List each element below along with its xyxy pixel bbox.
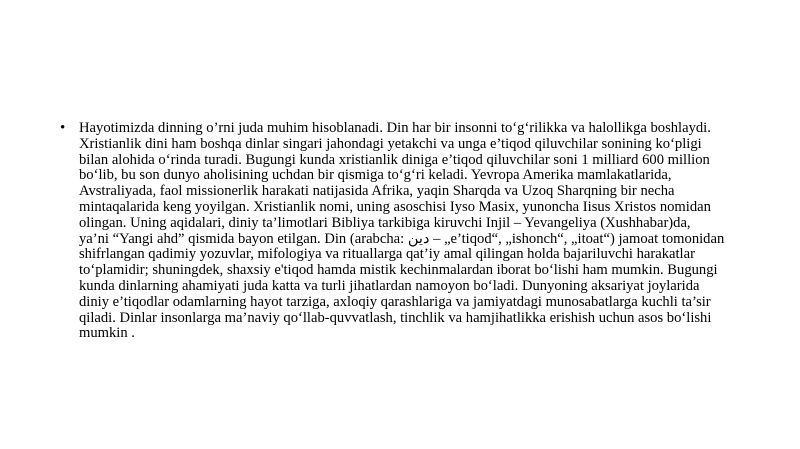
text-line: mintaqalarida keng yoyilgan. Xristianlik nomi, uning asoschisi Iyso Masix, yunoncha Iisus Xristos nomidan xyxy=(79,198,711,215)
paragraph xyxy=(79,121,760,342)
bullet-item xyxy=(60,121,760,342)
text-line: mumkin . xyxy=(79,325,135,342)
text-line: olingan. Uning aqidalari, diniy ta’limotlari Bibliya tarkibiga kiruvchi Injil – Yevangeliya (Xushhabar)da, xyxy=(79,214,691,231)
text-line: bilan alohida o‘rinda turadi. Bugungi kunda xristianlik diniga e’tiqod qiluvchilar soni 1 milliard 600 million xyxy=(79,151,710,168)
text-line: qiladi. Dinlar insonlarga ma’naviy qo‘llab-quvvatlash, tinchlik va hamjihatlikka erishish uchun asos bo‘lishi xyxy=(79,309,712,326)
text-line: bo‘lib, bu son dunyo aholisining uchdan bir qismiga to‘g‘ri keladi. Yevropa Amerika mamlakatlarida, xyxy=(79,167,672,184)
text-line: Hayotimizda dinning o’rni juda muhim hisoblanadi. Din har bir insonni to‘g‘rilikka va halollikga boshlaydi. xyxy=(79,120,711,136)
text-line: Xristianlik dini ham boshqa dinlar singari jahondagi yetakchi va unga e’tiqod qiluvchilar sonining ko‘pligi xyxy=(79,135,702,152)
slide-content xyxy=(60,121,760,342)
text-line: diniy e’tiqodlar odamlarning hayot tarziga, axloqiy qarashlariga va jamiyatdagi munosabatlarga kuchli ta’sir xyxy=(79,293,711,310)
text-line: kunda dinlarning ahamiyati juda katta va turli jihatlardan namoyon bo‘ladi. Dunyoning aksariyat joylarida xyxy=(79,277,700,294)
text-line: Avstraliyada, faol missionerlik harakati natijasida Afrika, yaqin Sharqda va Uzoq Sharqning bir necha xyxy=(79,183,675,200)
text-line: to‘plamidir; shuningdek, shaxsiy e'tiqod hamda mistik kechinmalardan iborat bo‘lishi ham mumkin. Bugungi xyxy=(79,262,718,279)
text-line: ya’ni “Yangi ahd” qismida bayon etilgan. Din (arabcha: دين – „e’tiqod“, „ishonch“, „itoat“) jamoat tomonidan xyxy=(79,230,725,247)
bullet-icon: • xyxy=(60,120,66,136)
text-line: shifrlangan qadimiy yozuvlar, mifologiya va rituallarga qat’iy amal qilingan holda bajariluvchi harakatlar xyxy=(79,246,695,263)
